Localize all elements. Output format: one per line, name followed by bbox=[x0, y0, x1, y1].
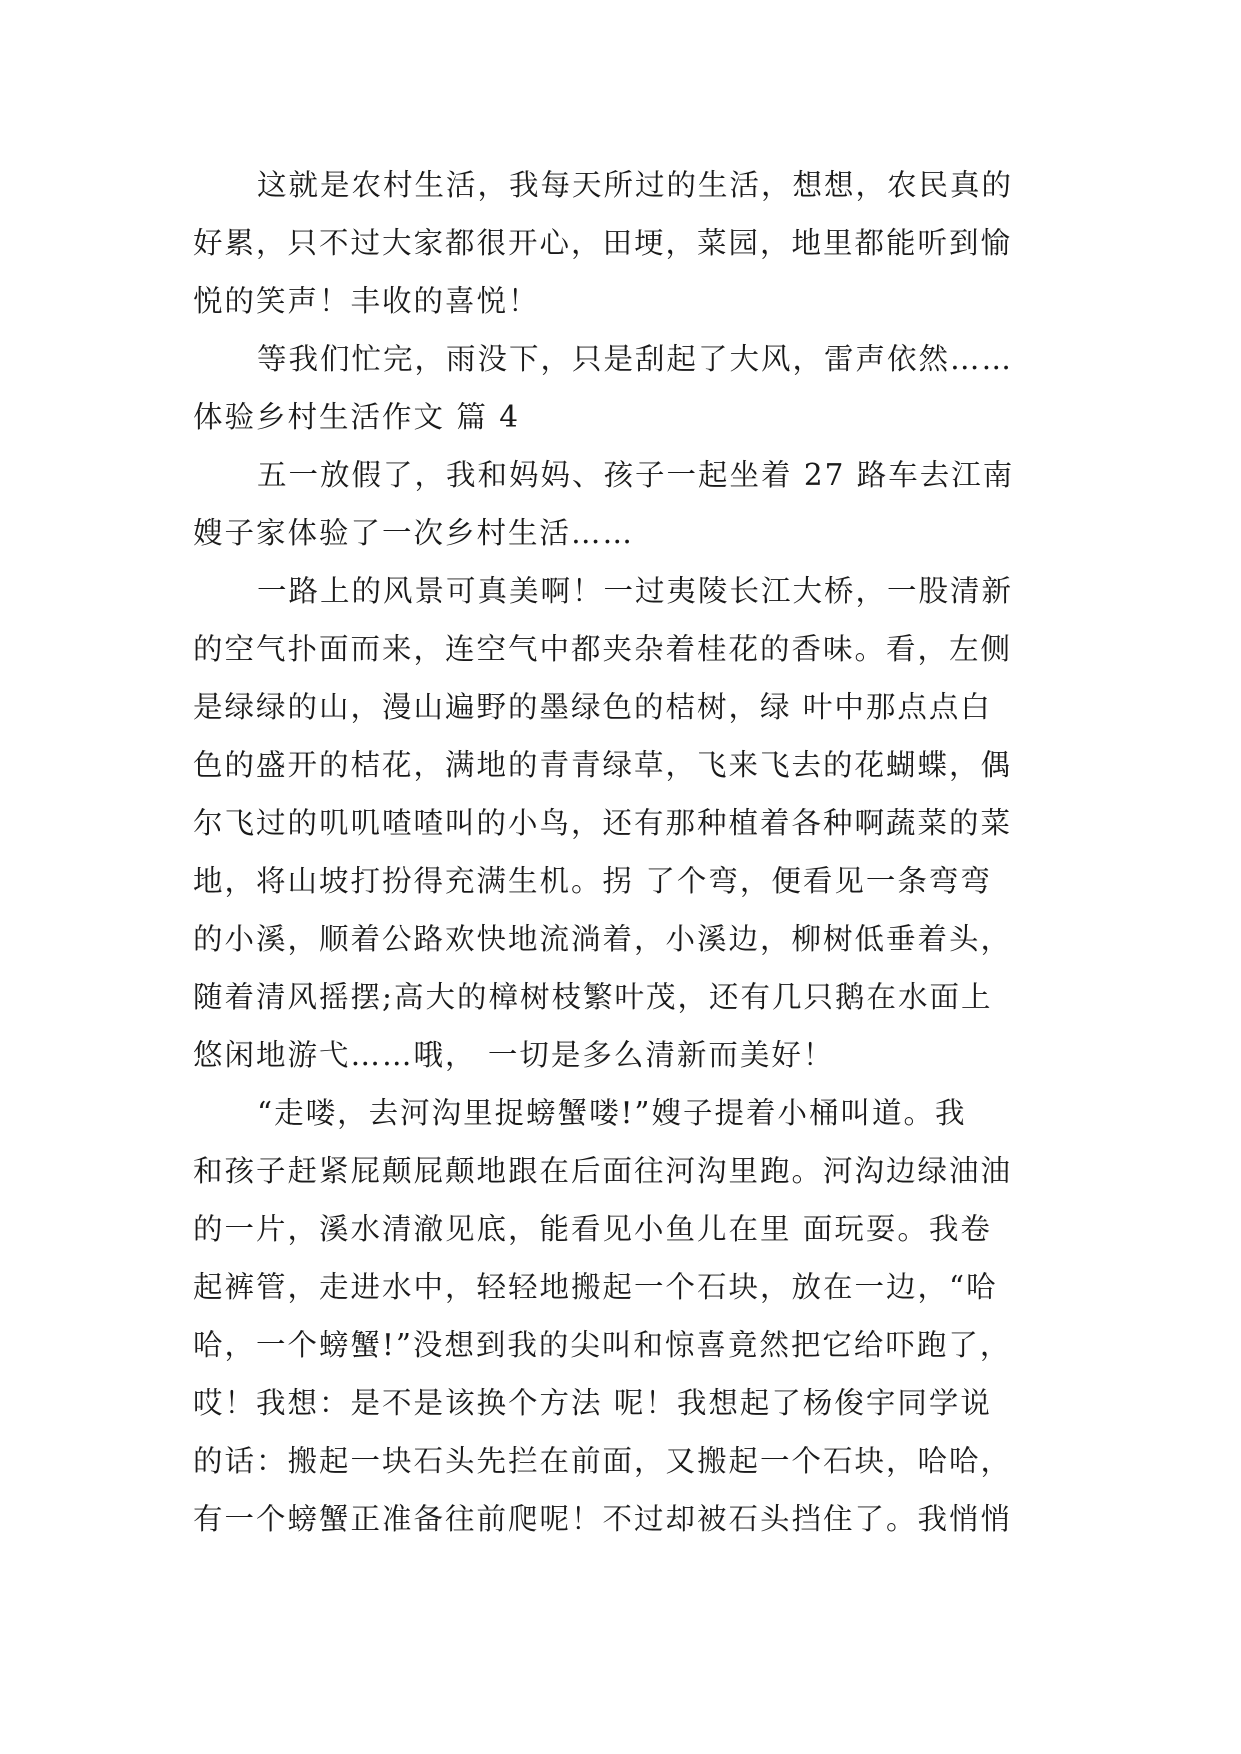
text-line: 悠闲地游弋……哦， 一切是多么清新而美好！ bbox=[193, 1038, 835, 1072]
text-line: 尔飞过的叽叽喳喳叫的小鸟，还有那种植着各种啊蔬菜的菜 bbox=[193, 806, 1013, 840]
text-line: 这就是农村生活，我每天所过的生活，想想，农民真的 bbox=[257, 168, 1014, 202]
document-body bbox=[193, 156, 1063, 1548]
text-line: 的一片，溪水清澈见底，能看见小鱼儿在里 面玩耍。我卷 bbox=[193, 1212, 992, 1246]
text-line: 等我们忙完，雨没下，只是刮起了大风，雷声依然…… bbox=[257, 342, 1014, 376]
text-line: “走喽，去河沟里捉螃蟹喽!”嫂子提着小桶叫道。我 bbox=[257, 1096, 967, 1130]
text-line: 哎！我想：是不是该换个方法 呢！我想起了杨俊宇同学说 bbox=[193, 1386, 992, 1420]
text-line: 是绿绿的山，漫山遍野的墨绿色的桔树，绿 叶中那点点白 bbox=[193, 690, 992, 724]
text-line: 地，将山坡打扮得充满生机。拐 了个弯，便看见一条弯弯 bbox=[193, 864, 992, 898]
text-line: 嫂子家体验了一次乡村生活…… bbox=[193, 516, 635, 550]
text-line: 色的盛开的桔花，满地的青青绿草，飞来飞去的花蝴蝶，偶 bbox=[193, 748, 1013, 782]
text-line: 有一个螃蟹正准备往前爬呢！不过却被石头挡住了。我悄悄 bbox=[193, 1502, 1013, 1536]
text-line: 哈，一个螃蟹!”没想到我的尖叫和惊喜竟然把它给吓跑了， bbox=[193, 1328, 1012, 1362]
text-line: 随着清风摇摆;高大的樟树枝繁叶茂，还有几只鹅在水面上 bbox=[193, 980, 993, 1014]
text-line: 好累，只不过大家都很开心，田埂，菜园，地里都能听到愉 bbox=[193, 226, 1013, 260]
text-line: 起裤管，走进水中，轻轻地搬起一个石块，放在一边，“哈 bbox=[193, 1270, 998, 1304]
text-line: 的空气扑面而来，连空气中都夹杂着桂花的香味。看，左侧 bbox=[193, 632, 1013, 666]
text-line: 的小溪，顺着公路欢快地流淌着，小溪边，柳树低垂着头， bbox=[193, 922, 1013, 956]
text-line: 的话：搬起一块石头先拦在前面，又搬起一个石块，哈哈， bbox=[193, 1444, 1013, 1478]
text-line: 和孩子赶紧屁颠屁颠地跟在后面往河沟里跑。河沟边绿油油 bbox=[193, 1154, 1013, 1188]
section-heading: 体验乡村生活作文 篇 4 bbox=[193, 400, 521, 434]
text-line: 五一放假了，我和妈妈、孩子一起坐着 27 路车去江南 bbox=[257, 458, 1015, 492]
text-line: 一路上的风景可真美啊！一过夷陵长江大桥，一股清新 bbox=[257, 574, 1014, 608]
text-line: 悦的笑声！丰收的喜悦！ bbox=[193, 284, 540, 318]
